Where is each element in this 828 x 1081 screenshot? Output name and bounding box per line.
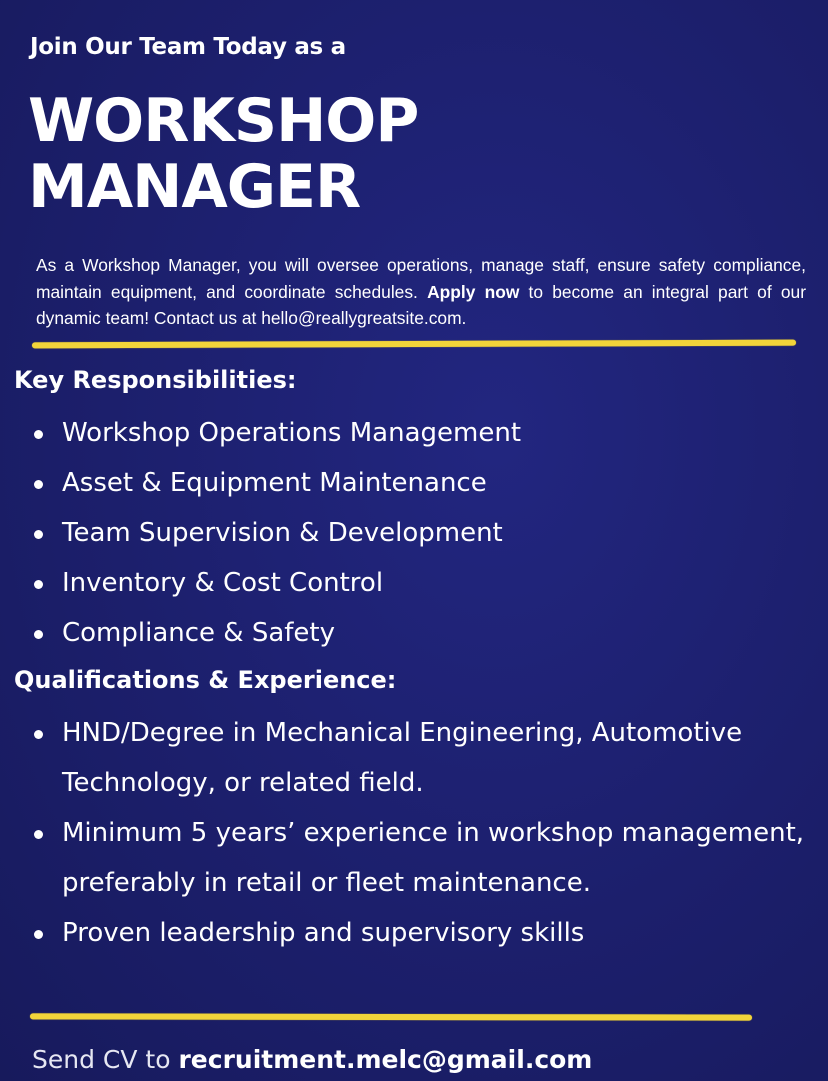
- job-description: [36, 252, 806, 332]
- list-item: HND/Degree in Mechanical Engineering, Automotive Technology, or related field.: [30, 708, 810, 808]
- list-item: Minimum 5 years’ experience in workshop management, preferably in retail or fleet maintenance.: [30, 808, 810, 908]
- qualifications-heading: Qualifications & Experience:: [14, 666, 397, 694]
- description-part-2: to become an integral part of our dynamic team! Contact us at hello@reallygreatsite.com.: [36, 281, 806, 328]
- responsibilities-list: [30, 408, 810, 658]
- list-item: Workshop Operations Management: [30, 408, 810, 458]
- yellow-divider-bottom: [30, 1013, 752, 1020]
- list-item: Compliance & Safety: [30, 608, 810, 658]
- contact-line: [32, 1045, 592, 1074]
- list-item: Asset & Equipment Maintenance: [30, 458, 810, 508]
- qualifications-list: [30, 708, 810, 958]
- job-title-line-1: WORKSHOP: [28, 86, 419, 156]
- contact-email[interactable]: recruitment.melc@gmail.com: [178, 1045, 593, 1074]
- job-title: [28, 88, 418, 220]
- description-emphasis: Apply now: [427, 281, 520, 302]
- responsibilities-heading: Key Responsibilities:: [14, 366, 297, 394]
- contact-prefix: Send CV to: [32, 1045, 179, 1074]
- job-title-line-2: MANAGER: [28, 152, 361, 222]
- list-item: Team Supervision & Development: [30, 508, 810, 558]
- yellow-divider-top: [32, 340, 796, 349]
- intro-text: Join Our Team Today as a: [30, 34, 346, 60]
- list-item: Proven leadership and supervisory skills: [30, 908, 810, 958]
- list-item: Inventory & Cost Control: [30, 558, 810, 608]
- description-part-1: As a Workshop Manager, you will oversee operations, manage staff, ensure safety compliance, maintain equipment, and coordinate schedules.: [36, 255, 806, 302]
